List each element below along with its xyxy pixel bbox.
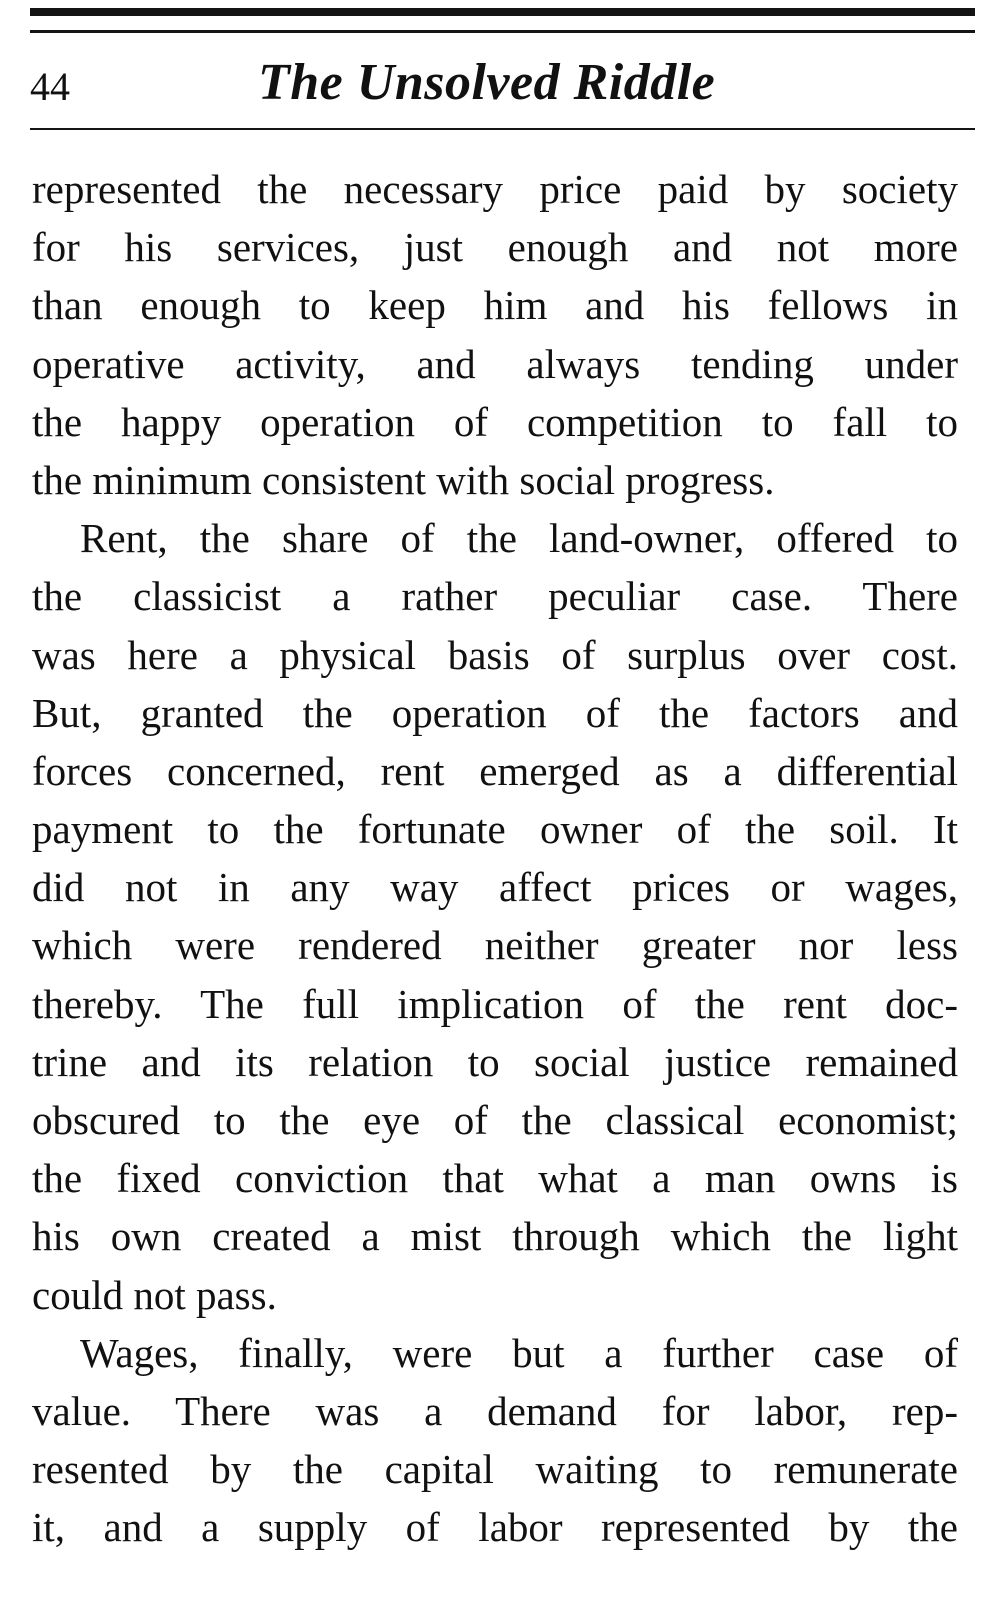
top-rule-thick [30,8,975,16]
text-line: trine and its relation to social justice remained [32,1038,958,1085]
text-line: Wages, finally, were but a further case of [80,1329,958,1376]
text-line: represented the necessary price paid by society [32,166,958,212]
running-title: The Unsolved Riddle [258,54,716,111]
text-line: the happy operation of competition to fall to [32,398,958,445]
text-line: Rent, the share of the land-owner, offered to [80,515,958,562]
text-line: which were rendered neither greater nor less [32,922,958,969]
text-line: could not pass. [32,1271,277,1318]
text-line: did not in any way affect prices or wages, [32,864,958,911]
text-line: resented by the capital waiting to remunerate [32,1446,958,1493]
body-text [32,160,958,1557]
text-line: payment to the fortunate owner of the soil. It [32,806,958,853]
text-line: the classicist a rather peculiar case. There [32,573,958,620]
text-line: value. There was a demand for labor, rep- [32,1387,958,1434]
text-line: thereby. The full implication of the rent doc- [32,980,958,1027]
text-line: obscured to the eye of the classical economist; [32,1097,958,1143]
text-line: was here a physical basis of surplus over cost. [32,631,958,678]
text-line: But, granted the operation of the factors and [32,689,958,736]
text-line: than enough to keep him and his fellows in [32,282,958,329]
text-line: the fixed conviction that what a man owns is [32,1155,958,1202]
text-line: his own created a mist through which the light [32,1213,958,1260]
top-rule-thin [30,30,975,33]
text-line: for his services, just enough and not more [32,224,958,271]
page-header [30,52,975,116]
text-line: the minimum consistent with social progress. [32,456,775,503]
page-number: 44 [30,64,70,109]
text-line: operative activity, and always tending under [32,340,958,387]
text-line: forces concerned, rent emerged as a differential [32,747,958,794]
text-line: it, and a supply of labor represented by the [32,1504,958,1551]
header-rule [30,128,975,130]
